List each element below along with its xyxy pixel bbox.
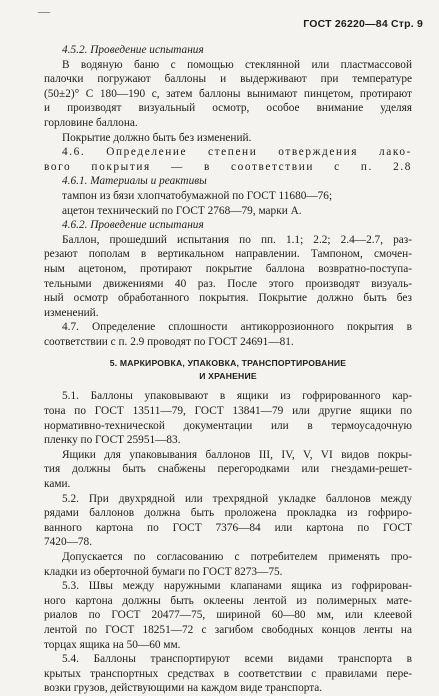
text-line: 4.5.2. Проведение испытания [62,44,204,56]
text-line: и производят визуальный осмотр, особое внимание уделяя [44,102,412,115]
text-line: тона по ГОСТ 13511—79, ГОСТ 13841—79 или другие ящики по [44,405,412,418]
text-line: 5.3. Швы между наружными клапанами ящика из гофрирован- [62,580,412,593]
text-line: рядами баллонов должна быть проложена прокладка из гофриро- [44,507,412,520]
text-line: ками. [44,478,71,491]
section-5-text [44,389,412,695]
text-line: ный осмотр обработанного покрытия. Покрытие должно быть без [44,292,412,305]
text-line: кладки из оберточной бумаги по ГОСТ 8273—75. [44,565,283,578]
text-line: Покрытие должно быть без изменений. [62,131,252,144]
text-line: возки грузов, действующими на каждом виде транспорта. [44,682,323,695]
text-line: (50±2)° С 180—190 с, затем баллоны вынимают пинцетом, протирают [44,87,412,100]
text-line: вого покрытия — в соответствии с п. 2.8 [44,160,412,173]
text-line: пленку по ГОСТ 25951—83. [44,434,181,447]
section-4-text [44,43,412,349]
section-title-line: И ХРАНЕНИЕ [199,371,257,382]
text-line: нормативно-технической документации или в термоусадочную [44,419,412,432]
page-content [44,43,412,696]
text-line: торцах ящика на 50—60 мм. [44,638,181,651]
text-line: 5.1. Баллоны упаковывают в ящики из гофрированного кар- [62,390,412,403]
text-line: 5.4. Баллоны транспортируют всеми видами транспорта в [62,653,412,666]
text-line: 4.7. Определение сплошности антикоррозионного покрытия в [62,321,412,334]
text-line: резают пополам в вертикальном направлении. Тампоном, смочен- [44,248,412,261]
text-line: тельными движениями 40 раз. После этого производят визуаль- [44,277,412,290]
text-line: горловине баллона. [44,116,138,129]
text-line: 4.6.2. Проведение испытания [62,219,204,232]
scan-mark: — [38,4,50,18]
text-line: лентой по ГОСТ 18251—72 с загибом свободных концов ленты на [44,623,412,636]
text-line: ным ацетоном, протирают покрытие баллона возвратно-поступа- [44,262,412,275]
text-line: ацетон технический по ГОСТ 2768—79, марки А. [62,204,302,217]
text-line: соответствии с п. 2.9 проводят по ГОСТ 24691—81. [44,335,294,348]
text-line: тампон из бязи хлопчатобумажной по ГОСТ 11680—76; [62,189,333,202]
text-line: 4.6. Определение степени отверждения лако- [62,146,412,159]
text-line: палочки погружают баллоны и выдерживают при температуре [44,73,412,86]
text-line: изменений. [44,306,99,319]
text-line: крытых транспортных средствах в соответствии с правилами пере- [44,667,412,680]
text-line: риалов по ГОСТ 20477—75, шириной 60—80 мм, или клеевой [44,609,412,622]
text-line: Баллон, прошедший испытания по пп. 1.1; 2.2; 2.4—2.7, раз- [62,233,412,246]
section-5-title [44,357,412,383]
text-line: 5.2. При двухрядной или трехрядной укладке баллонов между [62,492,412,505]
text-line: ванного картона по ГОСТ 7376—84 или картона по ГОСТ [44,521,412,534]
text-line: тия должны быть снабжены перегородками или гнездами-решет- [44,463,412,476]
text-line: Ящики для упаковывания баллонов III, IV, V, VI видов покры- [62,448,412,461]
page-header: ГОСТ 26220—84 Стр. 9 [303,18,423,30]
text-line: 4.6.1. Материалы и реактивы [62,175,207,188]
text-line: ного картона должны быть оклеены лентой из полимерных мате- [44,594,412,607]
section-title-line: 5. МАРКИРОВКА, УПАКОВКА, ТРАНСПОРТИРОВАНИЕ [109,358,347,369]
text-line: Допускается по согласованию с потребителем применять про- [62,551,412,563]
text-line: В водяную баню с помощью стеклянной или пластмассовой [62,58,412,71]
text-line: 7420—78. [44,536,93,549]
